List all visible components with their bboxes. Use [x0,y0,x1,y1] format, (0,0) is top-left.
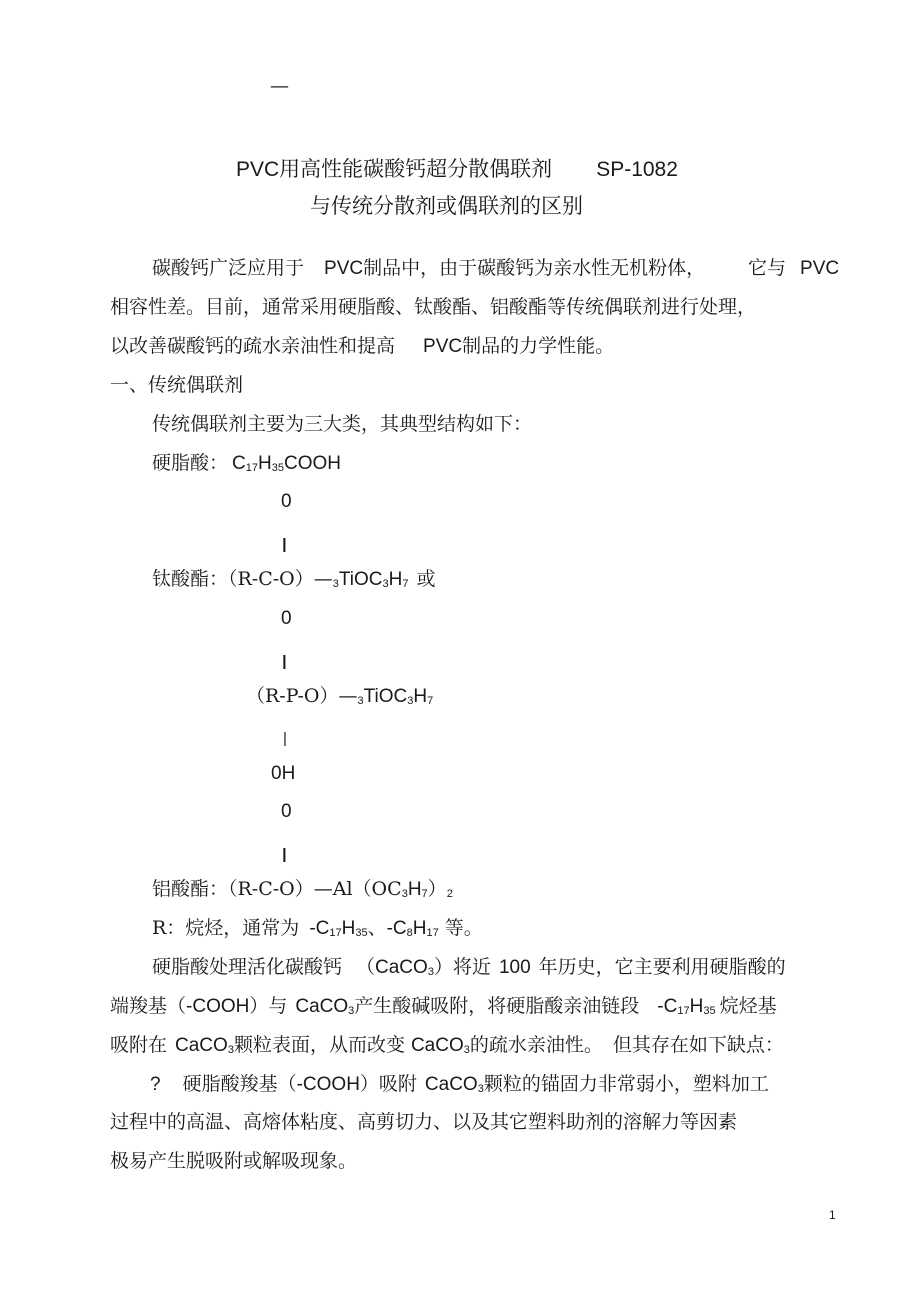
stearic-label: 硬脂酸： [152,452,229,474]
r-definition [152,916,483,945]
intro-text-a: 碳酸钙广泛应用于 [152,257,305,279]
titanate2-n3b: 3 [407,695,414,707]
bullet-line-3: 极易产生脱吸附或解吸现象。 [110,1150,358,1172]
para-l2-n17: 17 [677,1005,690,1017]
para-l3-a: 吸附在 [110,1034,168,1056]
stearic-n17: 17 [245,462,258,474]
para-l1-n3: 3 [427,966,434,978]
r-def-sep: 、-C [367,918,407,939]
section-lead: 传统偶联剂主要为三大类，其典型结构如下： [152,413,533,435]
titanate-n3: 3 [332,578,339,590]
bullet-l1-b: -COOH）吸附 [296,1074,417,1095]
struct1-bond: || [282,536,284,553]
para-l1-b: （CaCO [356,957,428,978]
bullet-l1-n3: 3 [477,1083,484,1095]
para-l3-n3: 3 [227,1044,234,1056]
titanate-n3b: 3 [382,578,389,590]
para-l2-a: 端羧基（ [110,995,187,1017]
aluminate-n3: 3 [401,888,408,900]
stearic-acid-formula [152,451,341,480]
stearic-c: C [232,453,246,474]
aluminate-formula [152,877,453,906]
section-heading: 一、传统偶联剂 [110,374,244,396]
bullet-l1-a: 硬脂酸羧基（ [182,1073,297,1095]
header-mark: — [270,75,289,97]
bullet-l1-d: 颗粒的锚固力非常弱小，塑料加工 [483,1073,769,1095]
para-line-3 [110,1033,784,1062]
title-line-2: 与传统分散剂或偶联剂的区别 [310,194,583,218]
intro-text-e: 以改善碳酸钙的疏水亲油性和提高 [110,335,396,357]
intro-text-d: PVC [800,258,840,279]
para-l3-c: 颗粒表面，从而改变 [233,1034,405,1056]
title-main: PVC用高性能碳酸钙超分散偶联剂 [236,158,553,181]
title-line-1 [236,156,678,183]
para-l1-e: 年历史，它主要利用硬脂酸的 [538,956,786,978]
para-line-1 [152,955,786,984]
r-def-n8: 8 [406,927,413,939]
bullet-line-2: 过程中的高温、高熔体粘度、高剪切力、以及其它塑料助剂的溶解力等因素 [110,1111,738,1133]
para-l2-n35: 35 [703,1005,716,1017]
r-def-n17b: 17 [426,927,439,939]
struct3-oxygen: 0 [281,801,292,822]
titanate2-formula [246,684,433,713]
intro-text-f: PVC制品的力学性能。 [423,336,615,357]
titanate-ti: TiOC [338,569,383,590]
r-def-n17: 17 [329,927,342,939]
para-l3-f: 但其存在如下缺点： [612,1034,784,1056]
intro-line-1-end [748,256,839,281]
r-def-a: R：烷烃，通常为 [152,917,300,939]
para-l1-c: ）将近 [433,956,491,978]
struct1-oxygen: 0 [281,491,292,512]
struct3-hydroxyl: 0H [271,763,296,784]
struct3-double-bond: || [282,846,284,863]
intro-text-c: 它与 [748,257,787,279]
para-l2-b: -COOH）与 [186,996,288,1017]
intro-line-3 [110,334,614,359]
page-number: 1 [829,1208,836,1222]
stearic-h: H [258,453,272,474]
aluminate-close: ） [427,878,447,900]
aluminate-h: H [407,879,422,900]
para-l2-c: CaCO [295,996,349,1017]
titanate-h: H [388,569,403,590]
titanate2-n7: 7 [427,695,434,707]
para-l1-d: 100 [498,957,531,978]
r-def-h2: H [412,918,427,939]
titanate-or: 或 [416,568,436,590]
r-def-c1: -C [309,918,330,939]
r-def-h1: H [341,918,356,939]
para-l2-e: -C [657,996,678,1017]
struct2-oxygen: 0 [281,608,292,629]
stearic-cooh: COOH [283,453,341,474]
para-line-2 [110,994,777,1023]
para-l3-b: CaCO [175,1035,228,1056]
para-l3-n3b: 3 [463,1044,470,1056]
para-l3-d: CaCO [410,1035,464,1056]
para-l2-n3: 3 [348,1005,355,1017]
struct2-bond: || [282,653,284,670]
para-l1-a: 硬脂酸处理活化碳酸钙 [152,956,343,978]
titanate-formula [152,567,436,596]
para-l3-e: 的疏水亲油性。 [469,1034,603,1056]
title-code: SP-1082 [596,158,678,181]
para-l2-d: 产生酸碱吸附，将硬脂酸亲油链段 [354,995,640,1017]
r-def-n35: 35 [355,927,368,939]
bullet-line-1 [150,1072,769,1101]
aluminate-n2: 2 [446,888,453,900]
r-def-end: 等。 [444,917,483,939]
titanate-n7: 7 [402,578,409,590]
para-l2-f: H [689,996,704,1017]
intro-text-b: PVC制品中，由于碳酸钙为亲水性无机粉体， [324,258,706,279]
titanate2-h: H [413,686,428,707]
titanate2-a: （R-P-O）— [246,685,358,707]
bullet-l1-c: CaCO [424,1074,478,1095]
titanate2-ti: TiOC [363,686,408,707]
intro-line-1 [152,256,705,281]
intro-line-2: 相容性差。目前，通常采用硬脂酸、钛酸酯、铝酸酯等传统偶联剂进行处理， [110,296,757,318]
struct3-bond: | [283,730,287,747]
para-l2-g: 烷烃基 [719,995,777,1017]
bullet-mark: ? [150,1074,161,1095]
titanate-label: 钛酸酯：（R-C-O）— [152,568,333,590]
stearic-n35: 35 [271,462,284,474]
titanate2-n3: 3 [357,695,364,707]
aluminate-label: 铝酸酯：（R-C-O）—Al（OC [152,878,402,900]
aluminate-n7: 7 [421,888,428,900]
